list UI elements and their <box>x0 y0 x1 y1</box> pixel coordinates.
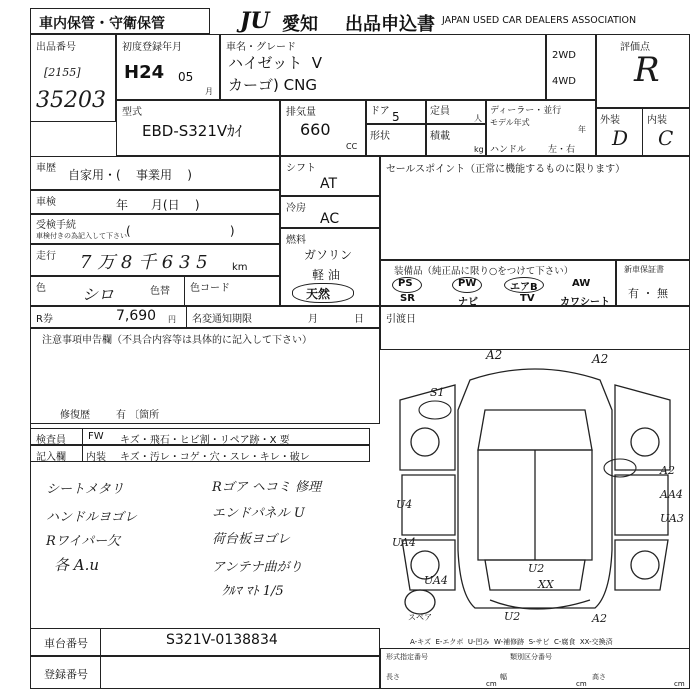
equipment-item: カワシート <box>560 297 610 308</box>
height-label: 高さ <box>592 673 606 681</box>
mark-bottom-mid2: XX <box>538 578 554 591</box>
recycle-label: R券 <box>36 314 53 325</box>
model-year-label: モデル年式 <box>490 118 530 127</box>
mark-right2: AA4 <box>660 488 683 501</box>
repair-value: 有 〔箇所 <box>116 410 160 421</box>
inspector-label1: 検査員 <box>36 435 66 446</box>
notice-month-unit: 月 <box>308 314 318 325</box>
note-left: シートメタリ <box>46 482 124 497</box>
recycle-value: 7,690 <box>116 308 157 324</box>
shift-value: AT <box>320 176 338 192</box>
equipment-item: ナビ <box>458 297 478 308</box>
displacement-label: 排気量 <box>286 107 316 118</box>
first-reg-month: 05 <box>178 70 194 84</box>
length-unit: cm <box>486 680 497 688</box>
mark-top-right: A2 <box>592 352 609 366</box>
load-label: 積載 <box>430 131 450 142</box>
color-code-divider <box>184 276 185 306</box>
ext-label: 外装 <box>600 115 620 126</box>
transfer-label: 受検手続 <box>36 220 76 231</box>
mark-right3: UA3 <box>660 512 684 525</box>
dealer-label: ディーラー・並行 <box>490 106 562 116</box>
category-label: 類別区分番号 <box>510 653 552 661</box>
storage-label: 車内保管・守衛保管 <box>39 16 165 32</box>
fuel-gasoline: ガソリン <box>304 248 353 262</box>
first-reg-label: 初度登録年月 <box>122 42 182 53</box>
transfer-note: 車検付きの為記入して下さい <box>36 232 127 240</box>
recycle-unit: 円 <box>168 315 176 324</box>
drive-cell <box>546 34 596 100</box>
equipment-label: 装備品（純正品に限り○をつけて下さい） <box>394 266 574 277</box>
fuel-natural-gas: 天然 <box>306 287 331 301</box>
mark-bottom-mid1: U2 <box>528 562 545 575</box>
cooling-label: 冷房 <box>286 203 306 214</box>
doors-value: 5 <box>392 110 400 124</box>
type-value: EBD-S321Vｶｲ <box>142 122 243 140</box>
color-change-label: 色替 <box>150 286 170 297</box>
lot-sub-number: [2155] <box>44 66 81 79</box>
car-damage-diagram <box>380 350 690 640</box>
displacement-unit: CC <box>346 142 358 151</box>
mileage-value: 7 万 8 千 6 3 5 <box>80 252 208 273</box>
first-reg-era: H24 <box>124 62 165 83</box>
cooling-value: AC <box>320 211 340 227</box>
shape-label: 形状 <box>370 131 390 142</box>
mark-right1: A2 <box>660 464 675 477</box>
mark-left1: U4 <box>396 498 413 511</box>
inspector-row2-text: キズ・汚レ・コゲ・穴・スレ・キレ・破レ <box>120 452 310 463</box>
note-left: ハンドルヨゴレ <box>46 510 138 525</box>
color-value: シロ <box>82 285 115 304</box>
color-code-label: 色コード <box>190 283 230 294</box>
displacement-value: 660 <box>300 120 331 139</box>
first-reg-month-unit: 月 <box>205 87 213 96</box>
note-right: アンテナ曲がり <box>212 560 303 575</box>
load-unit: kg <box>474 145 484 154</box>
mileage-unit: km <box>232 262 248 273</box>
mark-bottom-left: U2 <box>504 610 521 623</box>
note-right: ｸﾙﾏ ﾏﾄ 1/5 <box>222 584 284 599</box>
delivery-date-label: 引渡日 <box>386 314 416 325</box>
mark-top-left: A2 <box>486 348 503 362</box>
designation-label: 形式指定番号 <box>386 653 428 661</box>
note-right: Rゴア ヘコミ 修理 <box>212 480 322 495</box>
chassis-value: S321V-0138834 <box>166 632 278 648</box>
lot-label: 出品番号 <box>36 42 76 53</box>
handle-value: 左・右 <box>548 145 576 155</box>
width-unit: cm <box>576 680 587 688</box>
type-label: 型式 <box>122 107 142 118</box>
association-name: JAPAN USED CAR DEALERS ASSOCIATION <box>442 15 637 26</box>
inspector-divider <box>82 428 83 462</box>
storage-box <box>30 8 210 34</box>
transfer-value: ( ) <box>126 224 235 238</box>
capacity-label: 定員 <box>430 106 450 117</box>
inspector-row2-head: 内装 <box>86 452 106 463</box>
height-unit: cm <box>674 680 685 688</box>
rating-label: 評価点 <box>620 42 650 53</box>
mileage-label: 走行 <box>36 251 56 262</box>
mark-bottom-right: A2 <box>592 612 607 625</box>
inspection-label: 車検 <box>36 197 56 208</box>
ext-score: D <box>612 126 629 150</box>
model-label: 車名・グレード <box>226 42 296 53</box>
sales-point-label: セールスポイント（正常に機能するものに限ります） <box>386 164 626 175</box>
brand-name: 愛知 <box>282 14 318 35</box>
note-right: 荷台板ヨゴレ <box>212 532 291 547</box>
delivery-date-cell <box>380 306 690 350</box>
inspection-value: 年 月(日 ) <box>116 198 200 212</box>
doors-label: ドア <box>370 106 390 117</box>
rating-score: R <box>634 50 660 90</box>
form-title: 出品申込書 <box>345 14 435 35</box>
inspector-row1-head: FW <box>88 431 104 442</box>
notes-label: 注意事項申告欄（不具合内容等は具体的に記入して下さい） <box>42 335 312 346</box>
note-left: Rワイパー欠 <box>46 534 121 549</box>
mark-left2: UA4 <box>392 536 416 549</box>
equipment-item: SR <box>400 293 415 304</box>
handle-label: ハンドル <box>490 145 527 155</box>
damage-legend: A-キズ E-エクボ U-凹み W-補修跡 S-サビ C-腐食 XX-交換済 <box>410 638 613 646</box>
fuel-label: 燃料 <box>286 235 306 246</box>
equipment-item: PW <box>458 278 477 289</box>
notice-label: 名変通知期限 <box>192 314 252 325</box>
chassis-label: 車台番号 <box>44 637 88 650</box>
ju-logo: JU <box>240 8 270 34</box>
usage-value: 自家用・( 事業用 ) <box>68 168 192 182</box>
note-right: エンドパネル U <box>212 506 305 521</box>
inspector-row1-text: キズ・飛石・ヒビ割・リペア跡・X 要 <box>120 435 290 446</box>
equipment-item: エアB <box>510 282 538 293</box>
usage-label: 車歴 <box>36 163 56 174</box>
lot-number: 35203 <box>36 88 106 113</box>
equipment-item: TV <box>520 293 535 304</box>
fuel-diesel: 軽 油 <box>312 268 340 282</box>
drive-2wd: 2WD <box>552 50 576 61</box>
registration-label: 登録番号 <box>44 668 88 681</box>
chassis-divider <box>100 628 101 656</box>
warranty-label: 新車保証書 <box>624 265 664 274</box>
drive-4wd: 4WD <box>552 76 576 87</box>
int-label: 内装 <box>647 115 667 126</box>
model-year-unit: 年 <box>578 125 586 134</box>
model-line2: カーゴ) CNG <box>228 76 317 94</box>
model-line1: ハイゼット V <box>228 54 323 72</box>
equipment-item: AW <box>572 278 591 289</box>
mark-left3: UA4 <box>424 574 448 587</box>
shift-label: シフト <box>286 163 316 174</box>
notice-day-unit: 日 <box>354 314 364 325</box>
equipment-item: PS <box>398 278 413 289</box>
ext-int-divider <box>642 108 643 156</box>
mark-s1: S1 <box>430 386 445 399</box>
recycle-divider <box>186 306 187 328</box>
color-label: 色 <box>36 283 46 294</box>
int-score: C <box>658 126 674 150</box>
capacity-unit: 人 <box>474 114 482 123</box>
mark-spare: スペア <box>408 613 432 622</box>
inspector-label2: 記入欄 <box>36 452 66 463</box>
repair-label: 修復歴 <box>60 410 90 421</box>
note-left: 各 A.u <box>54 556 100 574</box>
warranty-value: 有 ・ 無 <box>628 287 668 300</box>
width-label: 幅 <box>500 673 507 681</box>
length-label: 長さ <box>386 673 400 681</box>
registration-divider <box>100 656 101 689</box>
